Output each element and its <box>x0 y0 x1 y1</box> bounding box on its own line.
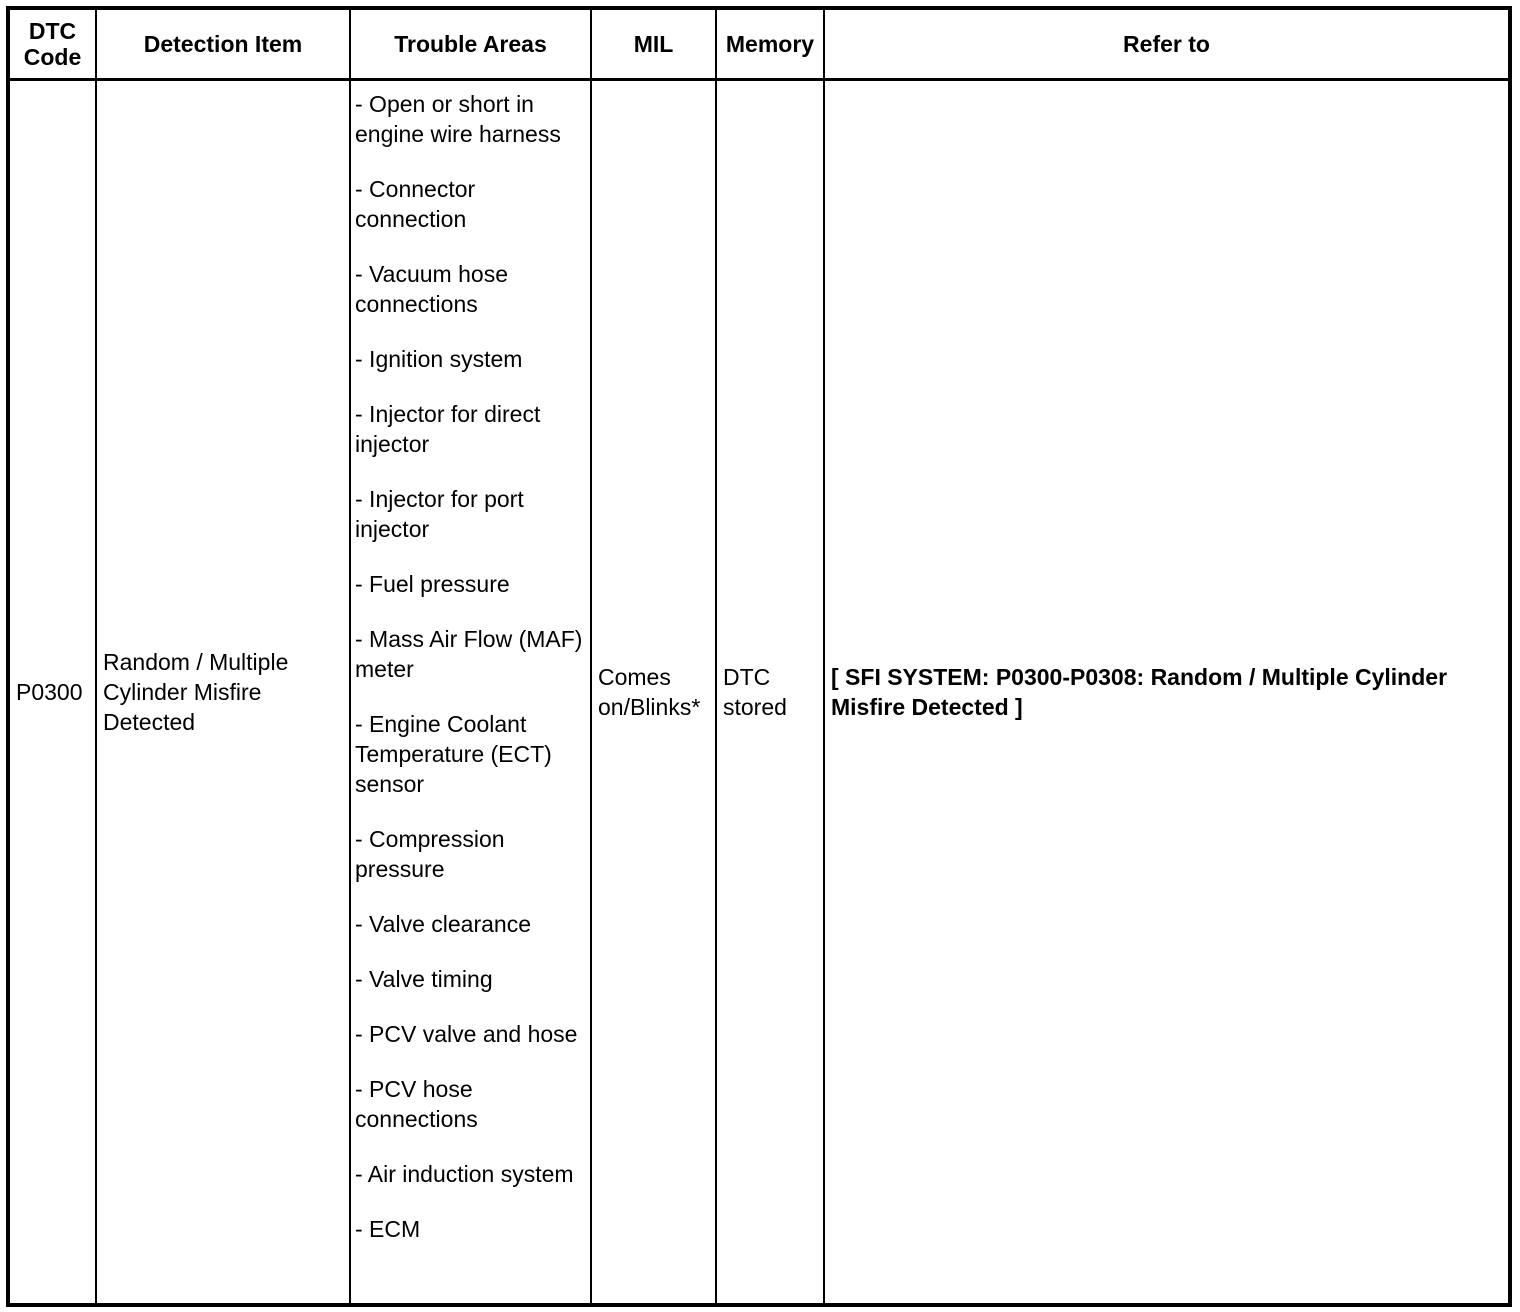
header-dtc-code-line1: DTC <box>28 18 77 44</box>
trouble-area-item: - Air induction system <box>355 1161 574 1187</box>
header-detection-item: Detection Item <box>96 8 350 80</box>
trouble-area-item: - Mass Air Flow (MAF) meter <box>355 626 583 682</box>
mil-cell: Comes on/Blinks* <box>591 80 716 1306</box>
trouble-area-item: - Compression pressure <box>355 826 505 882</box>
header-dtc-code-line2: Code <box>23 44 82 70</box>
trouble-area-item: - Valve clearance <box>355 911 531 937</box>
detection-item-cell: Random / Multiple Cylinder Misfire Detected <box>96 80 350 1306</box>
table-header-row <box>8 8 1510 80</box>
dtc-code-cell: P0300 <box>8 80 96 1306</box>
trouble-areas-cell <box>350 80 591 1306</box>
dtc-table <box>6 6 1512 1307</box>
trouble-area-item: - Connector connection <box>355 176 476 232</box>
trouble-area-item: - Ignition system <box>355 346 523 372</box>
header-mil: MIL <box>591 8 716 80</box>
trouble-area-item: - Injector for direct injector <box>355 401 541 457</box>
trouble-area-item: - PCV valve and hose <box>355 1021 578 1047</box>
trouble-area-item: - ECM <box>355 1216 421 1242</box>
refer-to-link[interactable]: [ SFI SYSTEM: P0300-P0308: Random / Multiple Cylinder Misfire Detected ] <box>824 80 1510 1306</box>
memory-cell: DTC stored <box>716 80 824 1306</box>
header-dtc-code <box>8 8 96 80</box>
header-trouble-areas: Trouble Areas <box>350 8 591 80</box>
header-refer-to: Refer to <box>824 8 1510 80</box>
trouble-area-item: - Injector for port injector <box>355 486 524 542</box>
table-row <box>8 80 1510 1306</box>
trouble-area-item: - Open or short in engine wire harness <box>355 91 561 147</box>
trouble-area-item: - Engine Coolant Temperature (ECT) sensor <box>355 711 552 797</box>
trouble-area-item: - Valve timing <box>355 966 493 992</box>
trouble-area-item: - Vacuum hose connections <box>355 261 508 317</box>
trouble-area-item: - PCV hose connections <box>355 1076 478 1132</box>
trouble-area-item: - Fuel pressure <box>355 571 510 597</box>
header-memory: Memory <box>716 8 824 80</box>
